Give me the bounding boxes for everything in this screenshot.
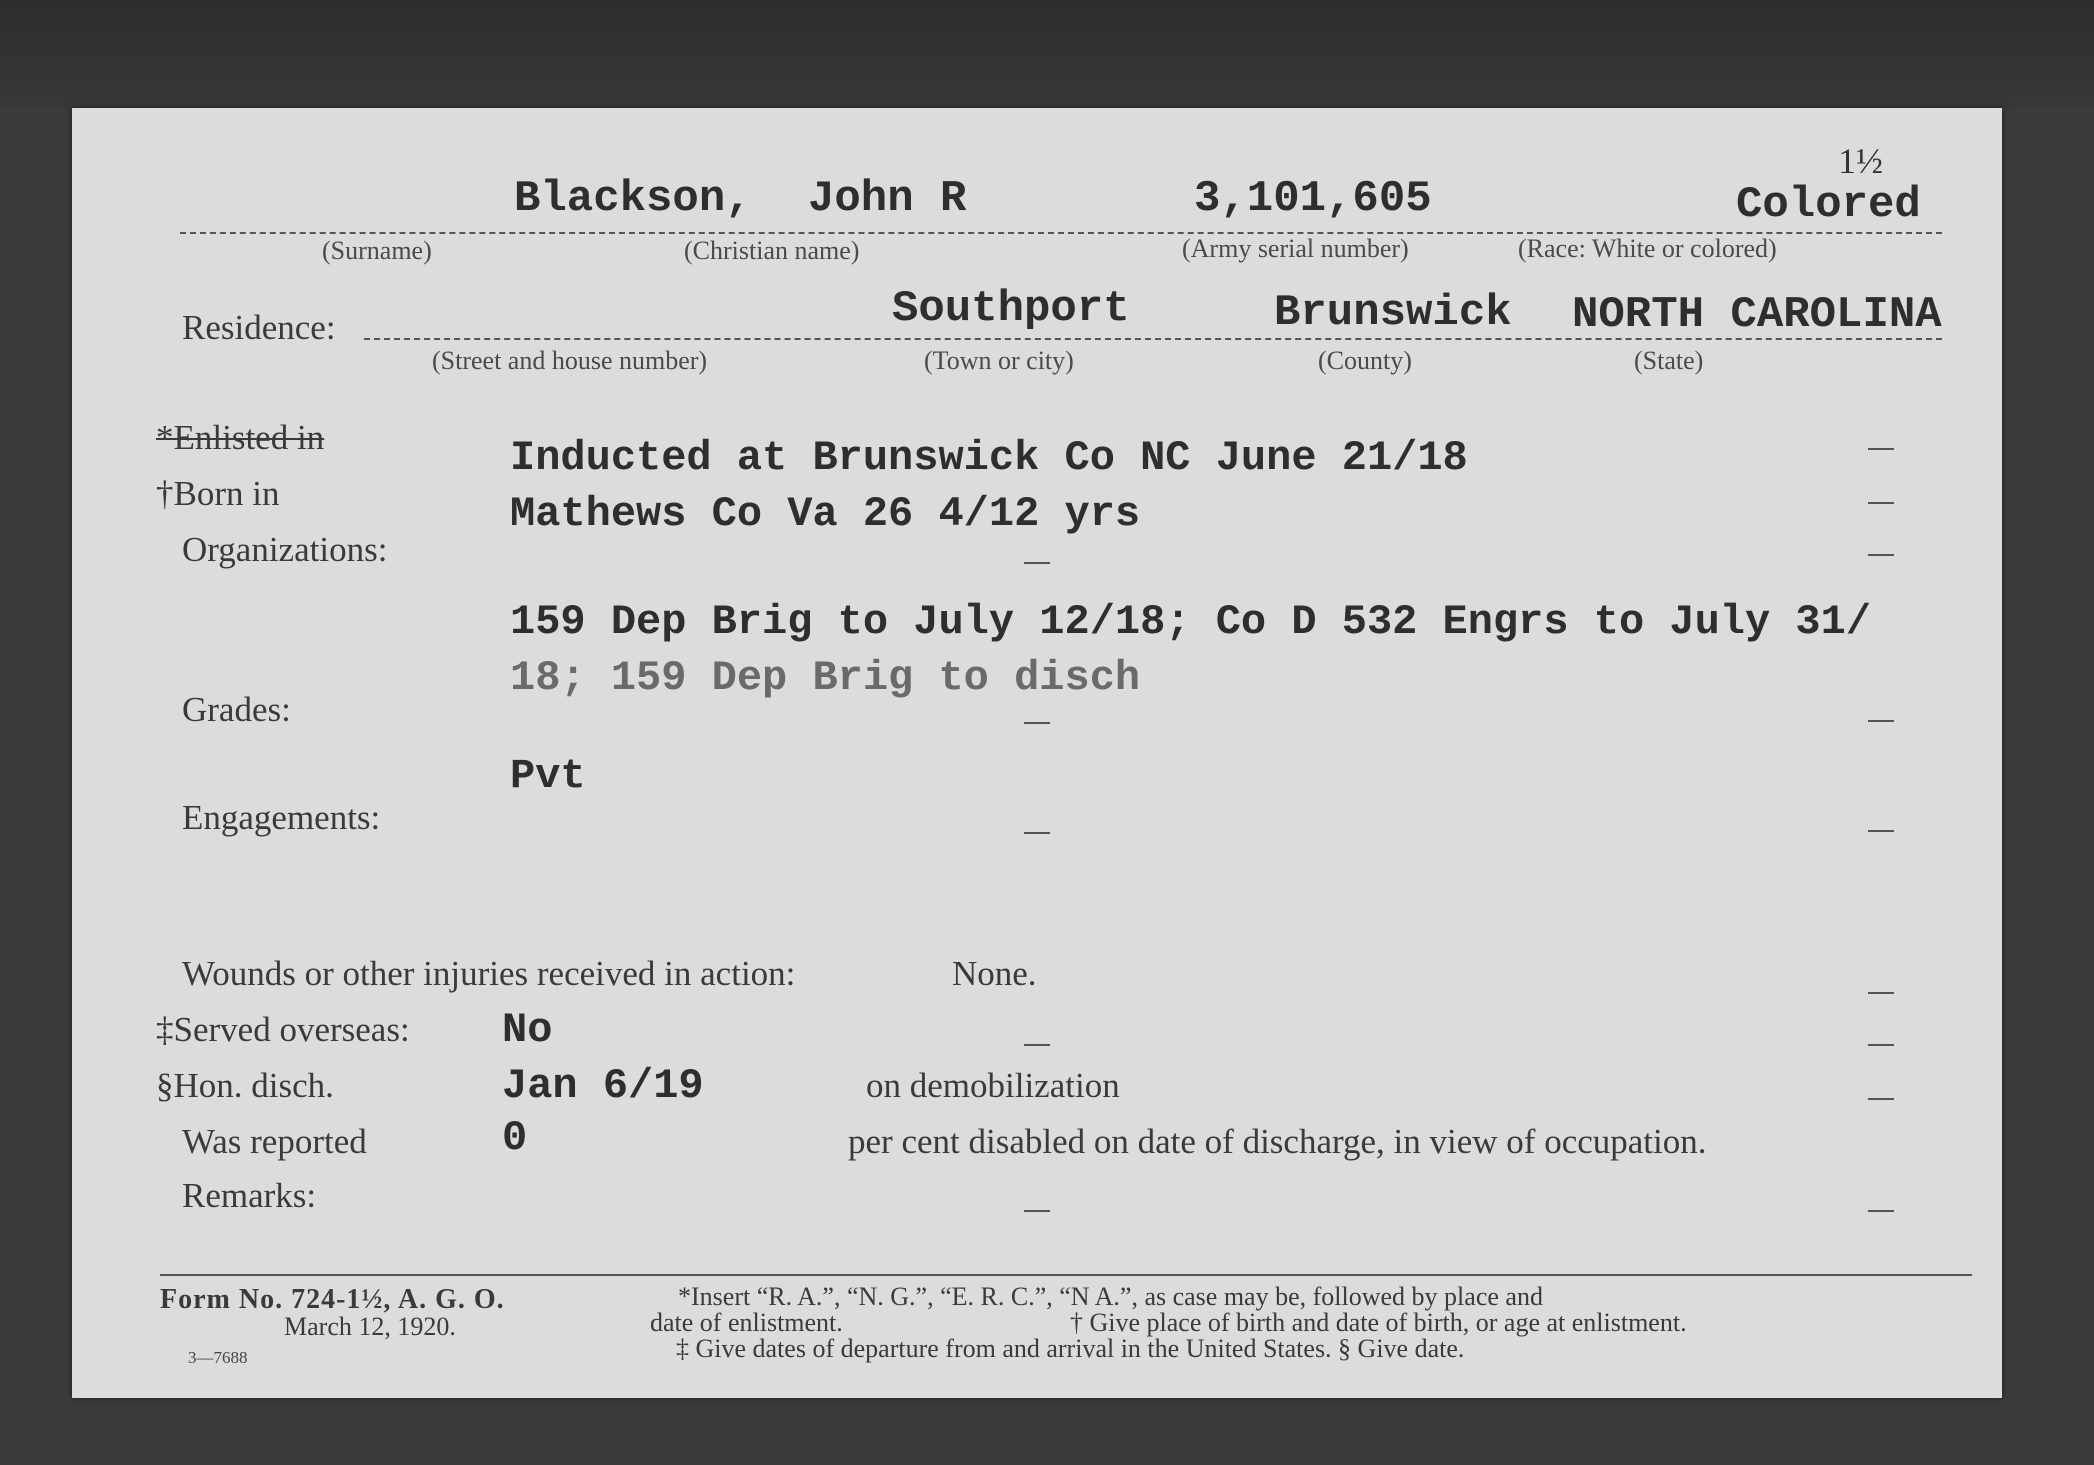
form-fraction: 1½ <box>1838 141 1883 181</box>
footnote-line-2a: date of enlistment. <box>650 1308 843 1337</box>
dash-mark <box>1868 720 1894 722</box>
dash-mark <box>1868 830 1894 832</box>
surname-caption: (Surname) <box>322 236 432 265</box>
scan-background <box>0 0 2094 108</box>
served-overseas-label: ‡Served overseas: <box>156 1010 410 1049</box>
dash-mark <box>1868 448 1894 450</box>
county-caption: (County) <box>1318 346 1412 375</box>
footnote-line-3: ‡ Give dates of departure from and arrival in the United States. § Give date. <box>676 1334 1465 1363</box>
dash-mark <box>1868 554 1894 556</box>
dash-mark <box>1024 722 1050 724</box>
town-value: Southport <box>892 284 1130 334</box>
surname-value: Blackson, <box>514 174 752 224</box>
race-value: Colored <box>1736 180 1921 230</box>
dash-mark <box>1868 1098 1894 1100</box>
state-value: NORTH CAROLINA <box>1572 290 1942 340</box>
was-reported-label: Was reported <box>182 1122 367 1161</box>
grades-label: Grades: <box>182 690 291 729</box>
footnote-line-1: *Insert “R. A.”, “N. G.”, “E. R. C.”, “N A.”, as case may be, followed by place and <box>678 1282 1543 1311</box>
hon-disch-note: on demobilization <box>866 1066 1120 1105</box>
service-record-card <box>72 108 2002 1398</box>
form-date: March 12, 1920. <box>284 1312 456 1341</box>
christian-name-caption: (Christian name) <box>684 236 860 265</box>
town-caption: (Town or city) <box>924 346 1074 375</box>
dash-mark <box>1868 992 1894 994</box>
serial-number-caption: (Army serial number) <box>1182 234 1409 263</box>
footer-rule <box>160 1274 1972 1276</box>
form-number: Form No. 724-1½, A. G. O. <box>160 1284 505 1315</box>
reported-value: 0 <box>502 1114 528 1162</box>
print-code: 3—7688 <box>188 1348 248 1367</box>
state-caption: (State) <box>1634 346 1704 375</box>
race-caption: (Race: White or colored) <box>1518 234 1777 263</box>
served-overseas-value: No <box>502 1006 553 1054</box>
dash-mark <box>1024 562 1050 564</box>
serial-number-value: 3,101,605 <box>1194 174 1432 224</box>
born-label: †Born in <box>156 474 280 513</box>
dash-mark <box>1868 502 1894 504</box>
residence-rule <box>364 338 1942 340</box>
hon-disch-label: §Hon. disch. <box>156 1066 334 1105</box>
engagements-label: Engagements: <box>182 798 381 837</box>
hon-disch-date: Jan 6/19 <box>502 1062 704 1110</box>
remarks-label: Remarks: <box>182 1176 317 1215</box>
dash-mark <box>1024 832 1050 834</box>
organizations-line-2: 18; 159 Dep Brig to disch <box>510 654 1141 702</box>
county-value: Brunswick <box>1274 288 1512 338</box>
christian-name-value: John R <box>808 174 967 224</box>
enlisted-label: *Enlisted in <box>156 418 325 457</box>
wounds-value: None. <box>952 954 1037 993</box>
reported-note: per cent disabled on date of discharge, in view of occupation. <box>848 1122 1707 1161</box>
residence-label: Residence: <box>182 308 336 347</box>
inducted-value: Inducted at Brunswick Co NC June 21/18 <box>510 434 1468 482</box>
dash-mark <box>1868 1210 1894 1212</box>
dash-mark <box>1868 1044 1894 1046</box>
wounds-label: Wounds or other injuries received in action: <box>182 954 796 993</box>
footnote-line-2b: † Give place of birth and date of birth, or age at enlistment. <box>1070 1308 1687 1337</box>
street-caption: (Street and house number) <box>432 346 708 375</box>
grade-value: Pvt <box>510 752 586 800</box>
organizations-line-1: 159 Dep Brig to July 12/18; Co D 532 Engrs to July 31/ <box>510 598 1872 646</box>
dash-mark <box>1024 1044 1050 1046</box>
born-value: Mathews Co Va 26 4/12 yrs <box>510 490 1141 538</box>
dash-mark <box>1024 1210 1050 1212</box>
organizations-label: Organizations: <box>182 530 388 569</box>
